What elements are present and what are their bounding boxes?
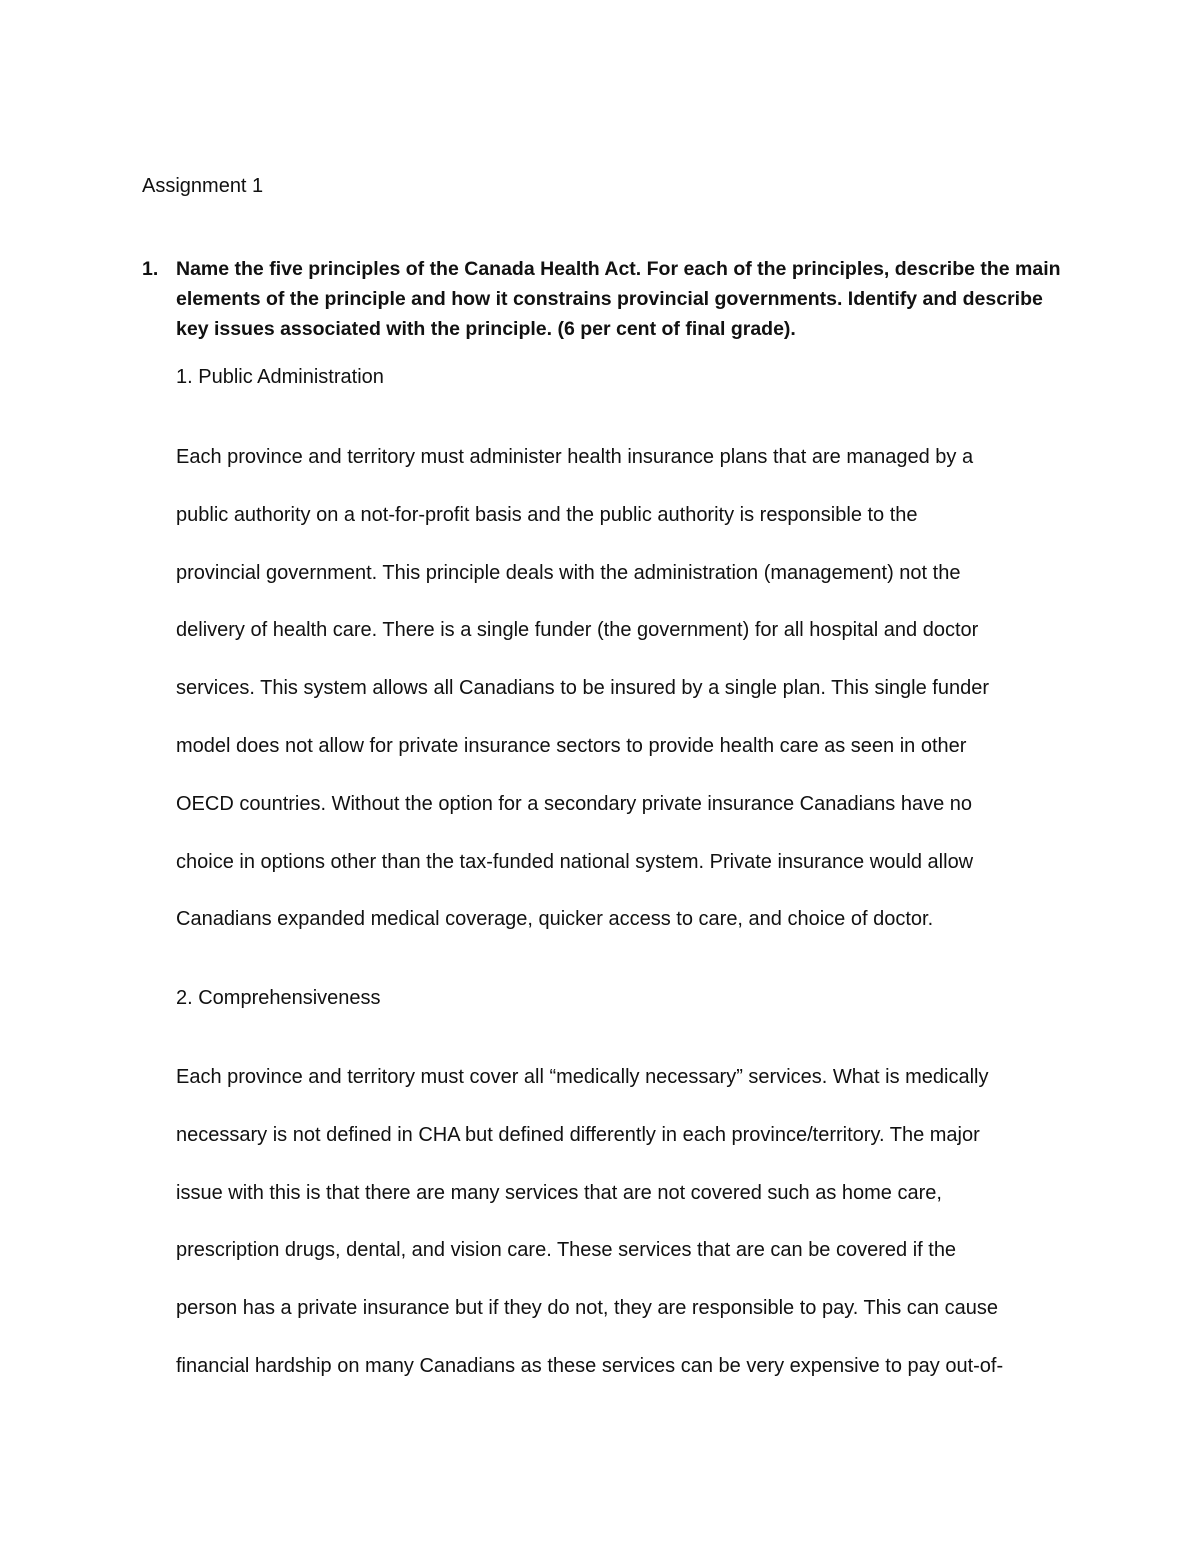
paragraph-line: public authority on a not-for-profit basis and the public authority is responsible to the <box>176 503 918 526</box>
paragraph-line: prescription drugs, dental, and vision care. These services that are can be covered if the <box>176 1239 957 1262</box>
paragraph-line: provincial government. This principle deals with the administration (management) not the <box>176 561 961 584</box>
paragraph-line: necessary is not defined in CHA but defined differently in each province/territory. The major <box>176 1123 980 1146</box>
paragraph-line: Canadians expanded medical coverage, quicker access to care, and choice of doctor. <box>176 908 934 931</box>
document-title: Assignment 1 <box>142 175 264 197</box>
paragraph-line: services. This system allows all Canadians to be insured by a single plan. This single funder <box>176 677 990 700</box>
paragraph-line: model does not allow for private insurance sectors to provide health care as seen in other <box>176 734 967 757</box>
paragraph-line: OECD countries. Without the option for a secondary private insurance Canadians have no <box>176 792 972 815</box>
paragraph-line: issue with this is that there are many services that are not covered such as home care, <box>176 1181 942 1204</box>
question-text: Name the five principles of the Canada Health Act. For each of the principles, describe the main elements of the principle and how it constrains provincial governments. Identify and describe key issues associated with the principle. (6 per cent of final grade). <box>176 258 1061 340</box>
paragraph-line: delivery of health care. There is a single funder (the government) for all hospital and doctor <box>176 619 979 642</box>
question-number: 1. <box>142 258 159 280</box>
paragraph-line: person has a private insurance but if they do not, they are responsible to pay. This can cause <box>176 1297 998 1320</box>
paragraph-line: Each province and territory must cover all “medically necessary” services. What is medically <box>176 1066 989 1088</box>
section-body-public-administration <box>176 429 1056 949</box>
section-heading-comprehensiveness: 2. Comprehensiveness <box>176 987 381 1009</box>
paragraph-line: Each province and territory must administer health insurance plans that are managed by a <box>176 446 974 468</box>
section-body-comprehensiveness <box>176 1049 1056 1396</box>
section-heading-public-administration: 1. Public Administration <box>176 366 384 388</box>
paragraph-line: choice in options other than the tax-funded national system. Private insurance would allow <box>176 850 974 873</box>
paragraph-line: financial hardship on many Canadians as these services can be very expensive to pay out-of- <box>176 1354 1004 1377</box>
question-prompt <box>142 254 1066 344</box>
